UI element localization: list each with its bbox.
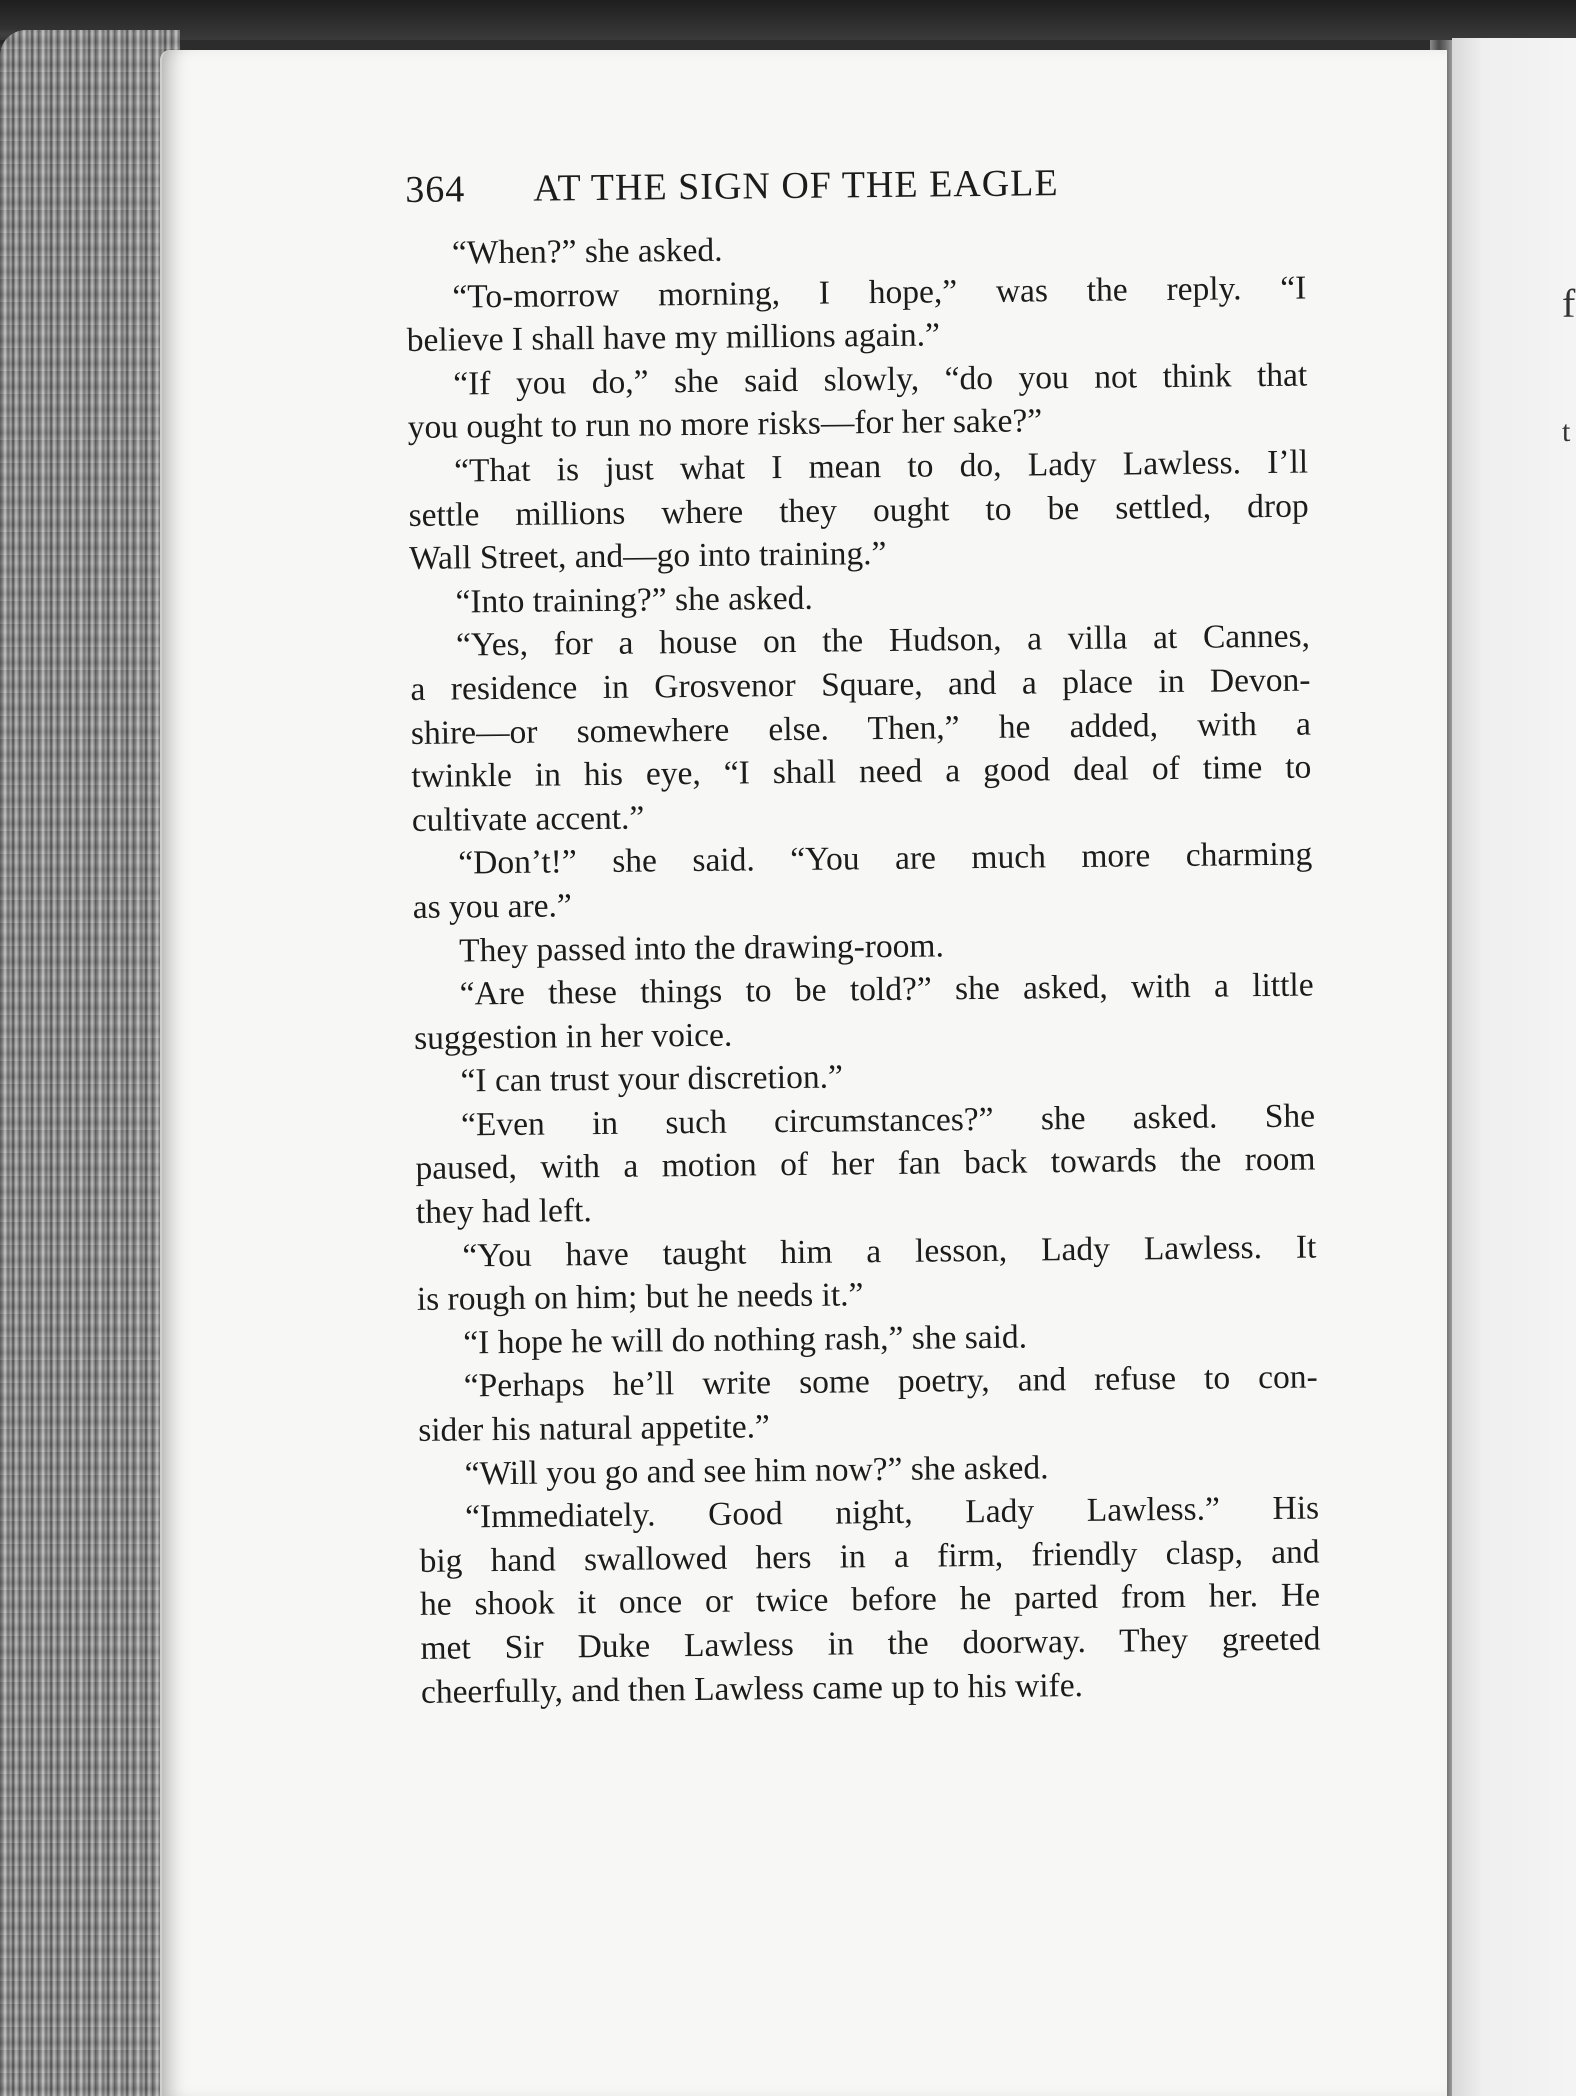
text-line: “If you do,” she said slowly, “do you not think that [453, 356, 1308, 403]
text-line: “Are these things to be told?” she asked, with a little [459, 966, 1314, 1013]
text-line: “I can trust your discretion.” [460, 1058, 844, 1100]
page-text-block [405, 159, 1321, 1715]
text-line: shire—or somewhere else. Then,” he added, with a [410, 705, 1312, 752]
text-line: sider his natural appetite.” [418, 1408, 771, 1449]
running-head [405, 159, 1306, 232]
page-number: 364 [405, 168, 466, 211]
facing-page-glyph: t [1562, 415, 1571, 448]
text-line: “You have taught him a lesson, Lady Lawless. It [462, 1228, 1317, 1275]
text-line: suggestion in her voice. [413, 1016, 733, 1057]
text-line: cultivate accent.” [411, 799, 645, 839]
text-line: “Will you go and see him now?” she asked. [464, 1448, 1049, 1493]
text-line: met Sir Duke Lawless in the doorway. They greeted [420, 1620, 1321, 1667]
text-line: “When?” she asked. [451, 231, 723, 272]
text-line: a residence in Grosvenor Square, and a place in Devon- [410, 661, 1311, 708]
text-line: “Immediately. Good night, Lady Lawless.” His [464, 1489, 1320, 1536]
text-line: big hand swallowed hers in a firm, friendly clasp, and [419, 1533, 1320, 1580]
text-line: “That is just what I mean to do, Lady Lawless. I’ll [453, 443, 1309, 490]
text-line: They passed into the drawing-room. [459, 926, 945, 969]
text-line: “To-morrow morning, I hope,” was the reply. “I [452, 269, 1307, 316]
text-line: “Into training?” she asked. [455, 579, 813, 621]
text-line: “Don’t!” she said. “You are much more charming [458, 835, 1313, 882]
facing-page-glyph: f [1562, 281, 1576, 326]
text-line: twinkle in his eye, “I shall need a good deal of time to [411, 748, 1312, 796]
text-line: settle millions where they ought to be settled, drop [408, 487, 1309, 534]
facing-page-edge [1452, 38, 1576, 2096]
text-line: “Perhaps he’ll write some poetry, and refuse to con- [463, 1358, 1318, 1405]
running-title: AT THE SIGN OF THE EAGLE [533, 162, 1059, 210]
text-line: as you are.” [412, 887, 572, 926]
text-line: “I hope he will do nothing rash,” she said. [463, 1318, 1028, 1362]
text-line: cheerfully, and then Lawless came up to his wife. [420, 1666, 1084, 1711]
book-page-edges [0, 30, 180, 2096]
scanner-background [0, 0, 1576, 40]
text-line: believe I shall have my millions again.” [406, 316, 941, 360]
text-line: Wall Street, and—go into training.” [408, 535, 887, 578]
text-line: “Yes, for a house on the Hudson, a villa at Cannes, [455, 617, 1311, 664]
text-line: paused, with a motion of her fan back towards the room [415, 1140, 1316, 1188]
text-line: he shook it once or twice before he parted from her. He [419, 1576, 1321, 1624]
text-line: “Even in such circumstances?” she asked. She [460, 1097, 1316, 1144]
text-line: you ought to run no more risks—for her sake?” [407, 402, 1043, 447]
text-line: is rough on him; but he needs it.” [416, 1276, 864, 1319]
text-line: they had left. [415, 1192, 592, 1232]
